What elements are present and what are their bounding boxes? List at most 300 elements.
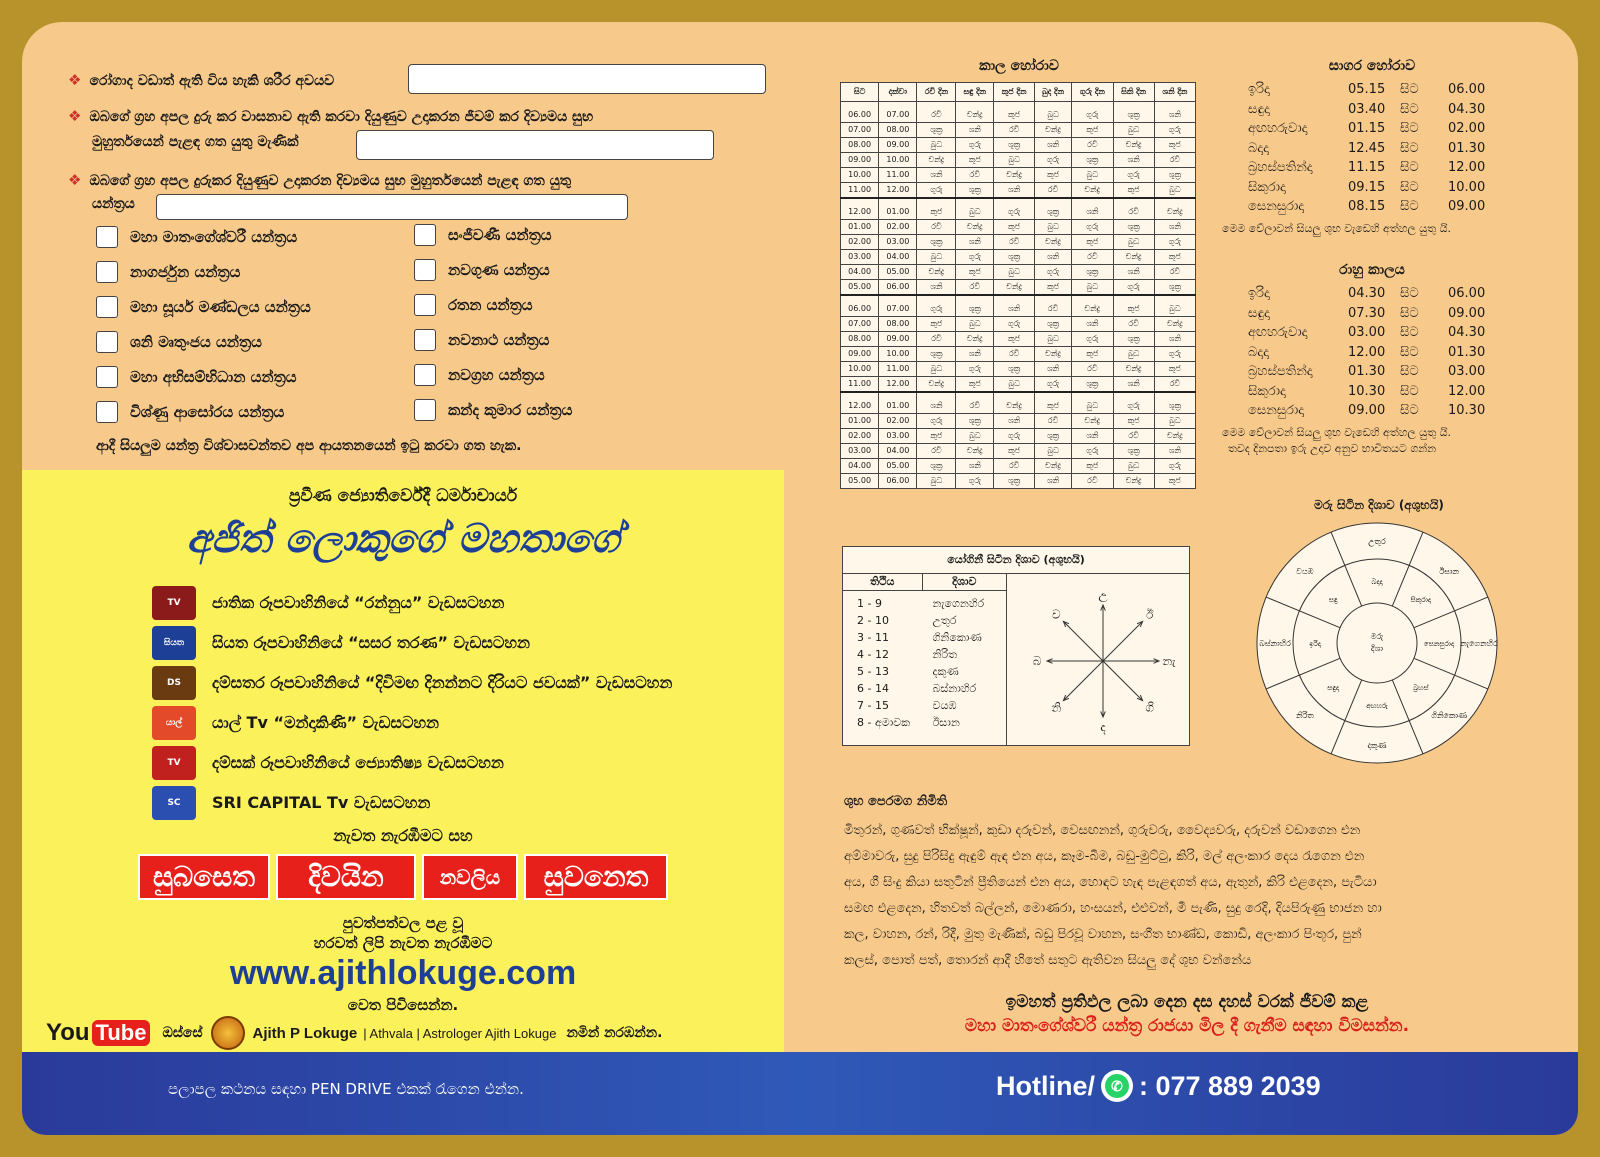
table-cell: ශනි: [956, 235, 994, 250]
yantra-option-left-1[interactable]: [96, 261, 240, 283]
table-cell: බුධ: [1154, 183, 1195, 199]
table-row: [841, 459, 1196, 474]
time-cell: සිට: [1400, 160, 1419, 175]
table-cell: ශුක්‍ර: [1072, 377, 1113, 393]
table-cell: චන්ද්‍ර: [1034, 459, 1071, 474]
table-cell: බුධ: [917, 250, 956, 265]
maru-outer-label: නැගෙනහිර: [1460, 639, 1498, 648]
table-cell: කුජ: [956, 153, 994, 168]
checkbox[interactable]: [96, 226, 118, 248]
yantra-label: මහා මාතංගේශ්වරී යන්ත්‍රය: [130, 228, 298, 246]
channel-text: දම්සතර රූපවාහිනියේ “දිවිමඟ දිනන්නට දිරියට ජවයක්” වැඩසටහන: [212, 673, 673, 692]
table-cell: රවි: [1154, 377, 1195, 393]
table-cell: බුධ: [1034, 332, 1071, 347]
yantra-option-left-4[interactable]: [96, 366, 297, 388]
table-row: 3 - 11 ගිනිකොණ: [857, 631, 982, 644]
table-cell: කුජ: [994, 332, 1035, 347]
time-cell: සිට: [1400, 199, 1419, 214]
yantra-option-left-5[interactable]: [96, 401, 284, 423]
rahu-note2: තවද දිනපතා ඉරු උදාව අනුව භාවිතයට ගන්න: [1228, 442, 1437, 455]
maru-center-label: මරු: [1370, 632, 1384, 641]
table-cell: බුධ: [1034, 444, 1071, 459]
astrologer-name: අජිත් ලොකුගේ මහතාගේ: [186, 516, 620, 562]
time-cell: සිට: [1400, 364, 1419, 379]
table-cell: කුජ: [956, 377, 994, 393]
table-cell: ගුරු: [1113, 280, 1154, 296]
question-organs: ❖ රෝගාද වඩාත් ඇති විය හැකි ශරීර අවයව: [68, 71, 335, 89]
table-cell: රවි: [994, 459, 1035, 474]
time-cell: 04.30: [1348, 286, 1386, 301]
table-cell: 09.00: [841, 153, 879, 168]
table-cell: චන්ද්‍ර: [1072, 414, 1113, 429]
table-cell: චන්ද්‍ර: [1154, 317, 1195, 332]
yantra-option-right-2[interactable]: [414, 294, 533, 316]
gem-field[interactable]: [356, 130, 714, 160]
table-row: [841, 198, 1196, 220]
table-cell: ගුරු: [1072, 332, 1113, 347]
table-cell: බුධ: [956, 198, 994, 220]
table-cell: ශුක්‍ර: [1113, 102, 1154, 123]
time-cell: සිට: [1400, 305, 1419, 321]
table-cell: ගුරු: [917, 414, 956, 429]
yantra-label: නවනාථ යන්ත්‍රය: [448, 331, 550, 349]
table-cell: බුධ: [1034, 220, 1071, 235]
time-cell: අඟහරුවාදා: [1248, 121, 1308, 136]
time-cell: සිට: [1400, 403, 1419, 418]
table-cell: රවි: [956, 280, 994, 296]
table-cell: ශුක්‍ර: [994, 362, 1035, 377]
yogini-title: යෝගිනී සිටින දිශාව (අශුභයි): [843, 547, 1189, 574]
table-cell: බුධ: [1072, 168, 1113, 183]
paper-subaseth: සුබසෙත: [138, 854, 270, 900]
table-header: ගුරු දින: [1072, 83, 1113, 102]
yantra-option-left-3[interactable]: [96, 331, 262, 353]
astrologer-avatar: [211, 1016, 245, 1050]
time-cell: බදාදා: [1248, 140, 1269, 156]
diamond-bullet-icon: ❖: [68, 71, 82, 89]
time-cell: 01.30: [1448, 344, 1486, 360]
yantra-option-right-1[interactable]: [414, 259, 550, 281]
table-row: [841, 280, 1196, 296]
table-row: [841, 183, 1196, 199]
reread-text: නැවත නැරඹීමට සහ: [333, 826, 473, 845]
table-cell: චන්ද්‍ර: [994, 280, 1035, 296]
time-cell: 04.30: [1448, 101, 1486, 117]
table-cell: ගුරු: [1034, 377, 1071, 393]
table-cell: ශුක්‍ර: [1072, 153, 1113, 168]
table-cell: බුධ: [956, 317, 994, 332]
table-cell: ශනි: [956, 459, 994, 474]
table-row: [841, 347, 1196, 362]
table-cell: බුධ: [1154, 414, 1195, 429]
tv-logo-icon: TV: [152, 746, 196, 780]
time-cell: සිට: [1400, 121, 1419, 136]
channel-item: [152, 586, 504, 620]
question-yantra-cont: යන්ත්‍රය: [92, 196, 135, 212]
table-cell: ශුක්‍ර: [956, 295, 994, 317]
table-cell: ශුක්‍ර: [994, 138, 1035, 153]
table-cell: ගුරු: [1072, 444, 1113, 459]
sagara-note: මෙම වේලාවන් සියලු ශුභ වැඩෙහි අත්හල යුතු යි.: [1222, 222, 1452, 235]
table-row: [841, 444, 1196, 459]
maru-outer-label: උතුර: [1368, 537, 1386, 546]
table-header: කුජ දින: [994, 83, 1035, 102]
time-cell: බ්‍රහස්පතින්දා: [1248, 160, 1313, 175]
table-cell: චන්ද්‍ර: [1113, 250, 1154, 265]
time-cell: 09.00: [1348, 403, 1386, 418]
table-cell: ශුක්‍ර: [1154, 392, 1195, 414]
table-cell: කුජ: [1154, 138, 1195, 153]
astrologer-subtitle: ප්‍රවීණ ජ්‍යොතිර්වේදී ධර්මාචාර්ය: [288, 486, 518, 506]
table-cell: ගුරු: [1034, 265, 1071, 280]
table-cell: 12.00: [841, 392, 879, 414]
table-cell: 06.00: [879, 280, 917, 296]
table-cell: 04.00: [841, 459, 879, 474]
table-cell: 05.00: [841, 280, 879, 296]
table-row: 5 - 13 දකුණ: [857, 665, 959, 678]
time-cell: සිට: [1400, 344, 1419, 360]
tv-logo-icon: යාල්: [152, 706, 196, 740]
yogini-table: තිථිය දිශාව 1 - 9 නැගෙනහිර 2 - 10 උතුර 3 - 11 ගිනිකොණ 4 - 12 නිරිත 5 - 13 දකුණ 6 - 14 බස්නාහිර 7 - 15 වයඹ 8 - අමාවක ඊසාන: [843, 574, 1007, 746]
time-cell: 12.45: [1348, 140, 1386, 156]
table-cell: රවි: [1034, 183, 1071, 199]
checkbox[interactable]: [414, 399, 436, 421]
youtube-you: You: [46, 1019, 90, 1046]
time-cell: සිකුරාදා: [1248, 383, 1286, 399]
subha-title: ශුභ පෙරමග නිමිති: [844, 794, 948, 809]
table-cell: රවි: [1072, 138, 1113, 153]
table-cell: 10.00: [841, 362, 879, 377]
maru-center-label: දිශා: [1371, 644, 1383, 653]
sagara-hora-title: සාගර හෝරාව: [1328, 58, 1416, 74]
table-row: [841, 102, 1196, 123]
table-cell: ශුක්‍ර: [1113, 220, 1154, 235]
time-row: [1248, 364, 1498, 379]
table-cell: 02.00: [879, 414, 917, 429]
table-cell: රවි: [1034, 295, 1071, 317]
table-cell: ශනි: [1072, 198, 1113, 220]
time-cell: 12.00: [1348, 344, 1386, 360]
table-cell: ශනි: [1072, 317, 1113, 332]
table-cell: චන්ද්‍ර: [917, 265, 956, 280]
table-row: 2 - 10 උතුර: [857, 614, 957, 627]
yantra-field[interactable]: [156, 194, 628, 220]
time-cell: 12.00: [1448, 383, 1486, 399]
table-row: [841, 377, 1196, 393]
subha-line: අය, ගී සිංදු කියා සතුටින් ප්‍රීතියෙන් එන අය, හොඳට හැඳ පැළඳගත් අය, ඇතුන්, කිරි එළදෙන, පැටියා: [844, 875, 1377, 890]
paper-suwanetha: සුවනෙත: [524, 854, 668, 900]
table-cell: 07.00: [841, 123, 879, 138]
table-cell: රවි: [1034, 414, 1071, 429]
table-cell: බුධ: [1113, 235, 1154, 250]
maru-outer-label: වයඹ: [1296, 566, 1314, 576]
table-cell: 11.00: [879, 362, 917, 377]
yantra-footer: ආදී සියලුම යන්ත්‍ර විශ්වාසවන්තව අප ආයතනයෙන් ඉටු කරවා ගත හැක.: [96, 438, 522, 454]
table-cell: ගුරු: [994, 198, 1035, 220]
table-cell: 05.00: [879, 265, 917, 280]
table-cell: චන්ද්‍ර: [956, 220, 994, 235]
subha-line: අම්මාවරු, සුදු පිරිසිදු ඇඳුම් ඇඳ එන අය, කෑම-බීම, බඩු-මුට්ටු, කිරි, මල් අලංකාර දෙය රැගෙන එන: [844, 849, 1365, 864]
table-cell: ගුරු: [956, 250, 994, 265]
table-cell: කුජ: [1034, 392, 1071, 414]
time-row: [1248, 199, 1498, 214]
maru-outer-label: ඊසාන: [1439, 566, 1460, 576]
table-cell: කුජ: [917, 317, 956, 332]
table-cell: ශුක්‍ර: [1113, 332, 1154, 347]
pendrive-note: පලාපල කථනය සඳහා PEN DRIVE එකක් රැගෙන එන්න.: [168, 1080, 524, 1098]
table-cell: චන්ද්‍ර: [1113, 474, 1154, 489]
table-cell: රවි: [917, 102, 956, 123]
table-cell: 09.00: [841, 347, 879, 362]
table-cell: ශුක්‍ර: [1034, 198, 1071, 220]
time-cell: සෙනසුරාදා: [1248, 199, 1305, 214]
yantra-option-right-3[interactable]: [414, 329, 549, 351]
table-cell: රවි: [1113, 198, 1154, 220]
time-cell: 05.15: [1348, 82, 1386, 97]
yantra-label: නවගුණ යන්ත්‍රය: [448, 261, 550, 279]
table-cell: ගුරු: [1154, 123, 1195, 138]
compass-label-e: නැ: [1162, 654, 1176, 668]
table-cell: ශුක්‍ර: [917, 347, 956, 362]
table-cell: 07.00: [879, 295, 917, 317]
checkbox[interactable]: [414, 259, 436, 281]
yantra-label: ශනි මෘතුංජය යන්ත්‍රය: [130, 333, 262, 351]
table-cell: බුධ: [917, 474, 956, 489]
table-cell: ශනි: [1034, 138, 1071, 153]
table-cell: ගුරු: [956, 362, 994, 377]
table-cell: 06.00: [841, 295, 879, 317]
promo-line2: මහා මාතංගේශ්වරී යන්ත්‍ර රාජයා මිල දී ගැනීම සඳහා විමසන්න.: [964, 1016, 1410, 1036]
table-row: [841, 392, 1196, 414]
table-cell: ගුරු: [1072, 102, 1113, 123]
table-cell: ශනි: [1154, 332, 1195, 347]
table-cell: 01.00: [841, 414, 879, 429]
time-row: [1248, 384, 1498, 399]
subha-line: සමඟ එළදෙන, හිතවත් බල්ලන්, මොණරා, හංසයන්, එළුවන්, මී පැණි, සුදු රෙදි, දියපිරුණු භාජන හා: [844, 901, 1382, 916]
checkbox[interactable]: [96, 366, 118, 388]
table-row: [841, 138, 1196, 153]
yantra-option-right-0[interactable]: [414, 224, 552, 246]
table-cell: චන්ද්‍ර: [917, 377, 956, 393]
table-cell: ශනි: [994, 295, 1035, 317]
table-row: [841, 235, 1196, 250]
table-cell: කුජ: [1034, 280, 1071, 296]
time-cell: 01.15: [1348, 121, 1386, 136]
compass-label-w: බ: [1032, 654, 1042, 668]
table-cell: කුජ: [1113, 183, 1154, 199]
checkbox[interactable]: [414, 224, 436, 246]
table-cell: රවි: [1072, 474, 1113, 489]
table-cell: චන්ද්‍ර: [1154, 198, 1195, 220]
kala-hora-title: කාල හෝරාව: [979, 58, 1059, 74]
visit-text: වෙත පිවිසෙන්න.: [347, 996, 459, 1014]
table-cell: ගුරු: [994, 317, 1035, 332]
yantra-label: සංජීවණී යන්ත්‍රය: [448, 226, 552, 244]
table-row: 8 - අමාවක ඊසාන: [857, 716, 960, 729]
table-cell: ශුක්‍ර: [994, 250, 1035, 265]
checkbox[interactable]: [96, 401, 118, 423]
time-cell: සිට: [1400, 101, 1419, 117]
table-cell: 04.00: [879, 250, 917, 265]
table-cell: ශනි: [994, 414, 1035, 429]
question-gem-cont: මුහුර්තයෙන් පැළඳ ගත යුතු මැණික්: [92, 134, 299, 150]
time-cell: 09.00: [1448, 305, 1486, 321]
table-cell: 02.00: [841, 429, 879, 444]
table-cell: ශනි: [1154, 444, 1195, 459]
yogini-box: [842, 546, 1190, 746]
table-cell: ශනි: [1034, 474, 1071, 489]
table-cell: 03.00: [841, 250, 879, 265]
organs-field[interactable]: [408, 64, 766, 94]
maru-outer-label: ගිනිකොණ: [1431, 711, 1468, 721]
checkbox[interactable]: [414, 294, 436, 316]
maru-outer-label: නිරිත: [1295, 711, 1314, 721]
time-row: [1248, 325, 1498, 340]
channel-item: [152, 626, 530, 660]
checkbox[interactable]: [96, 296, 118, 318]
yantra-option-right-5[interactable]: [414, 399, 572, 421]
table-cell: ශනි: [917, 168, 956, 183]
table-cell: 08.00: [879, 123, 917, 138]
checkbox[interactable]: [96, 331, 118, 353]
table-cell: ශනි: [1113, 153, 1154, 168]
table-cell: බුධ: [917, 362, 956, 377]
table-cell: රවි: [956, 168, 994, 183]
table-cell: 12.00: [879, 377, 917, 393]
time-cell: 09.15: [1348, 179, 1386, 195]
table-cell: බුධ: [917, 138, 956, 153]
time-cell: සිට: [1400, 286, 1419, 301]
table-cell: 01.00: [841, 220, 879, 235]
table-cell: බුධ: [1072, 392, 1113, 414]
yantra-option-left-2[interactable]: [96, 296, 311, 318]
table-cell: කුජ: [1154, 362, 1195, 377]
table-cell: ශනි: [1154, 102, 1195, 123]
compass-label-ne: ඊ: [1145, 607, 1154, 622]
table-cell: 04.00: [879, 444, 917, 459]
table-cell: ශුක්‍ර: [956, 183, 994, 199]
table-row: [841, 153, 1196, 168]
diamond-bullet-icon: ❖: [68, 171, 82, 189]
table-cell: ශුක්‍ර: [1034, 317, 1071, 332]
table-cell: ශනි: [1072, 429, 1113, 444]
tv-logo-icon: TV: [152, 586, 196, 620]
table-row: [841, 123, 1196, 138]
table-cell: ශුක්‍ර: [917, 235, 956, 250]
yantra-label: විශ්ණු ආසෝරය යන්ත්‍රය: [130, 403, 285, 421]
table-header: දක්වා: [879, 83, 917, 102]
hotline-number[interactable]: : 077 889 2039: [1139, 1070, 1321, 1101]
maru-outer-label: දකුණ: [1367, 741, 1387, 750]
table-cell: රවි: [1072, 362, 1113, 377]
table-cell: ශුක්‍ර: [917, 123, 956, 138]
table-cell: චන්ද්‍ර: [917, 153, 956, 168]
channel-text: යාල් Tv “මන්දාකිණි” වැඩසටහන: [212, 713, 440, 732]
table-cell: කුජ: [1072, 459, 1113, 474]
table-cell: 09.00: [879, 332, 917, 347]
paper-divaina: දිවයින: [276, 854, 416, 900]
time-cell: 03.00: [1448, 364, 1486, 379]
maru-inner-label: සිකුරාදා: [1410, 596, 1432, 605]
table-cell: කුජ: [994, 102, 1035, 123]
yantra-label: මහා සූර්ය මණ්ඩලය යන්ත්‍රය: [130, 298, 311, 316]
table-cell: ගුරු: [917, 183, 956, 199]
table-cell: ගුරු: [917, 295, 956, 317]
table-cell: රවි: [1154, 265, 1195, 280]
table-cell: 10.00: [879, 347, 917, 362]
time-cell: 10.00: [1448, 179, 1486, 195]
table-cell: 11.00: [841, 183, 879, 199]
yantra-option-left-0[interactable]: [96, 226, 297, 248]
table-cell: චන්ද්‍ර: [1072, 183, 1113, 199]
table-cell: කුජ: [1154, 250, 1195, 265]
table-row: [841, 220, 1196, 235]
time-cell: සිට: [1400, 325, 1419, 340]
table-cell: ශුක්‍ර: [917, 459, 956, 474]
time-cell: බදාදා: [1248, 344, 1269, 360]
compass-label-se: ගි: [1145, 700, 1154, 715]
checkbox[interactable]: [96, 261, 118, 283]
table-cell: කුජ: [1154, 474, 1195, 489]
table-cell: රවි: [956, 392, 994, 414]
table-cell: ශනි: [917, 392, 956, 414]
maru-title: මරු සිටින දිශාව (අශුභයි): [1314, 498, 1444, 512]
question-gem: ❖ ඔබගේ ග්‍රහ අපල දුරු කර වාසනාව ඇති කරවා දියුණුව උදාකරන ජීවම් කර දිව්‍යමය සුභ: [68, 107, 594, 125]
website-link[interactable]: www.ajithlokuge.com: [229, 954, 577, 992]
time-row: [1248, 160, 1498, 175]
table-cell: ගුරු: [1113, 392, 1154, 414]
table-cell: ගුරු: [1034, 153, 1071, 168]
table-cell: රවි: [994, 235, 1035, 250]
time-row: [1248, 102, 1498, 117]
whatsapp-icon: ✆: [1101, 1070, 1133, 1102]
table-row: 1 - 9 නැගෙනහිර: [857, 597, 985, 610]
table-cell: බුධ: [1072, 280, 1113, 296]
published-line2: හරවත් ලිපි නැවත නැරඹීමට: [313, 934, 493, 952]
table-cell: රවි: [994, 123, 1035, 138]
table-cell: බුධ: [1113, 347, 1154, 362]
maru-outer-label: බස්නාහිර: [1259, 639, 1291, 648]
time-row: [1248, 141, 1498, 156]
tv-logo-icon: සියත: [152, 626, 196, 660]
compass-label-sw: නි: [1051, 700, 1062, 715]
time-row: [1248, 403, 1498, 418]
channel-text: සියත රූපවාහිනියේ “සසර තරණ” වැඩසටහන: [212, 633, 530, 652]
table-cell: කුජ: [1072, 123, 1113, 138]
maru-inner-label: අඟහරු: [1366, 702, 1388, 710]
checkbox[interactable]: [414, 329, 436, 351]
table-cell: 10.00: [879, 153, 917, 168]
table-cell: 11.00: [879, 168, 917, 183]
yantra-option-right-4[interactable]: [414, 364, 545, 386]
table-cell: 10.00: [841, 168, 879, 183]
checkbox[interactable]: [414, 364, 436, 386]
table-cell: චන්ද්‍ර: [994, 392, 1035, 414]
channel-item: [152, 706, 439, 740]
time-cell: සිට: [1400, 82, 1419, 97]
subha-line: කල, වාහන, රන්, රිදී, මුතු මැණික්, බඩු පිරවූ වාහන, සංගීත භාණ්ඩ, කොඩි, අලංකාර පිංතූර, පුන්: [844, 927, 1362, 942]
table-cell: 05.00: [841, 474, 879, 489]
table-header: සඳු දින: [956, 83, 994, 102]
time-row: [1248, 345, 1498, 360]
table-row: [841, 332, 1196, 347]
compass-label-s: ද: [1100, 720, 1106, 734]
table-cell: ශනි: [956, 347, 994, 362]
maru-wheel: [1252, 518, 1502, 768]
time-cell: 04.30: [1448, 325, 1486, 340]
table-cell: ශනි: [1034, 250, 1071, 265]
table-cell: කුජ: [994, 220, 1035, 235]
